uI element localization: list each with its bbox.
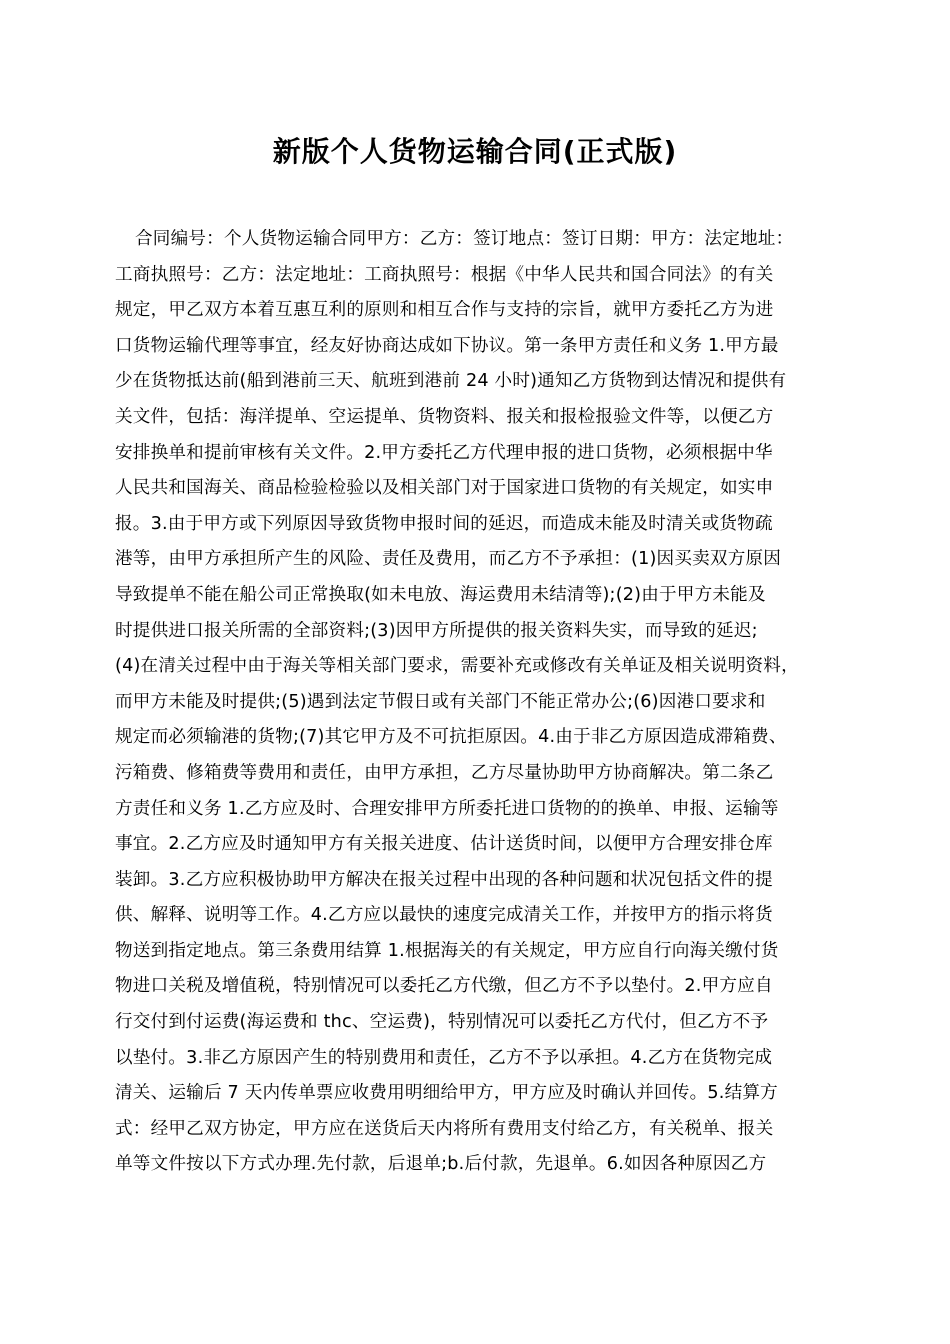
body-line: 规定而必须输港的货物;(7)其它甲方及不可抗拒原因。4.由于非乙方原因造成滞箱费、 [115, 727, 787, 748]
body-line: 供、解释、说明等工作。4.乙方应以最快的速度完成清关工作，并按甲方的指示将货 [115, 905, 773, 926]
body-line: 导致提单不能在船公司正常换取(如未电放、海运费用未结清等);(2)由于甲方未能及 [115, 584, 766, 605]
body-line: 港等，由甲方承担所产生的风险、责任及费用，而乙方不予承担：(1)因买卖双方原因 [115, 549, 782, 570]
body-line: 口货物运输代理等事宜，经友好协商达成如下协议。第一条甲方责任和义务 1.甲方最 [115, 335, 779, 356]
body-line: 清关、运输后 7 天内传单票应收费用明细给甲方，甲方应及时确认并回传。5.结算方 [115, 1083, 778, 1104]
contract-body [115, 222, 840, 1183]
body-line: (4)在清关过程中由于海关等相关部门要求，需要补充或修改有关单证及相关说明资料， [115, 656, 799, 677]
body-line: 少在货物抵达前(船到港前三天、航班到港前 24 小时)通知乙方货物到达情况和提供有 [115, 371, 787, 392]
body-line: 污箱费、修箱费等费用和责任，由甲方承担，乙方尽量协助甲方协商解决。第二条乙 [115, 762, 774, 783]
body-line: 报。3.由于甲方或下列原因导致货物申报时间的延迟，而造成未能及时清关或货物疏 [115, 513, 773, 534]
body-line: 式：经甲乙双方协定，甲方应在送货后天内将所有费用支付给乙方，有关税单、报关 [115, 1118, 774, 1139]
body-line: 时提供进口报关所需的全部资料;(3)因甲方所提供的报关资料失实，而导致的延迟; [115, 620, 758, 641]
body-line: 物送到指定地点。第三条费用结算 1.根据海关的有关规定，甲方应自行向海关缴付货 [115, 940, 779, 961]
body-line: 安排换单和提前审核有关文件。2.甲方委托乙方代理申报的进口货物，必须根据中华 [115, 442, 773, 463]
body-line: 事宜。2.乙方应及时通知甲方有关报关进度、估计送货时间，以便甲方合理安排仓库 [115, 834, 773, 855]
body-line: 方责任和义务 1.乙方应及时、合理安排甲方所委托进口货物的的换单、申报、运输等 [115, 798, 779, 819]
body-line: 物进口关税及增值税，特别情况可以委托乙方代缴，但乙方不予以垫付。2.甲方应自 [115, 976, 773, 997]
body-line: 关文件，包括：海洋提单、空运提单、货物资料、报关和报检报验文件等，以便乙方 [115, 406, 774, 427]
body-line: 人民共和国海关、商品检验检验以及相关部门对于国家进口货物的有关规定，如实申 [115, 478, 774, 499]
body-line: 单等文件按以下方式办理.先付款，后退单;b.后付款，先退单。6.如因各种原因乙方 [115, 1154, 767, 1175]
body-line: 合同编号：个人货物运输合同甲方：乙方：签订地点：签订日期：甲方：法定地址： [135, 229, 794, 249]
body-line: 规定，甲乙双方本着互惠互利的原则和相互合作与支持的宗旨，就甲方委托乙方为进 [115, 300, 774, 321]
body-line: 工商执照号：乙方：法定地址：工商执照号：根据《中华人民共和国合同法》的有关 [115, 264, 774, 285]
body-line: 行交付到付运费(海运费和 thc、空运费)，特别情况可以委托乙方代付，但乙方不予 [115, 1012, 769, 1033]
body-line: 而甲方未能及时提供;(5)遇到法定节假日或有关部门不能正常办公;(6)因港口要求和 [115, 691, 766, 712]
document-title: 新版个人货物运输合同(正式版) [272, 135, 678, 168]
body-line: 装卸。3.乙方应积极协助甲方解决在报关过程中出现的各种问题和状况包括文件的提 [115, 869, 773, 890]
body-line: 以垫付。3.非乙方原因产生的特别费用和责任，乙方不予以承担。4.乙方在货物完成 [115, 1047, 773, 1068]
